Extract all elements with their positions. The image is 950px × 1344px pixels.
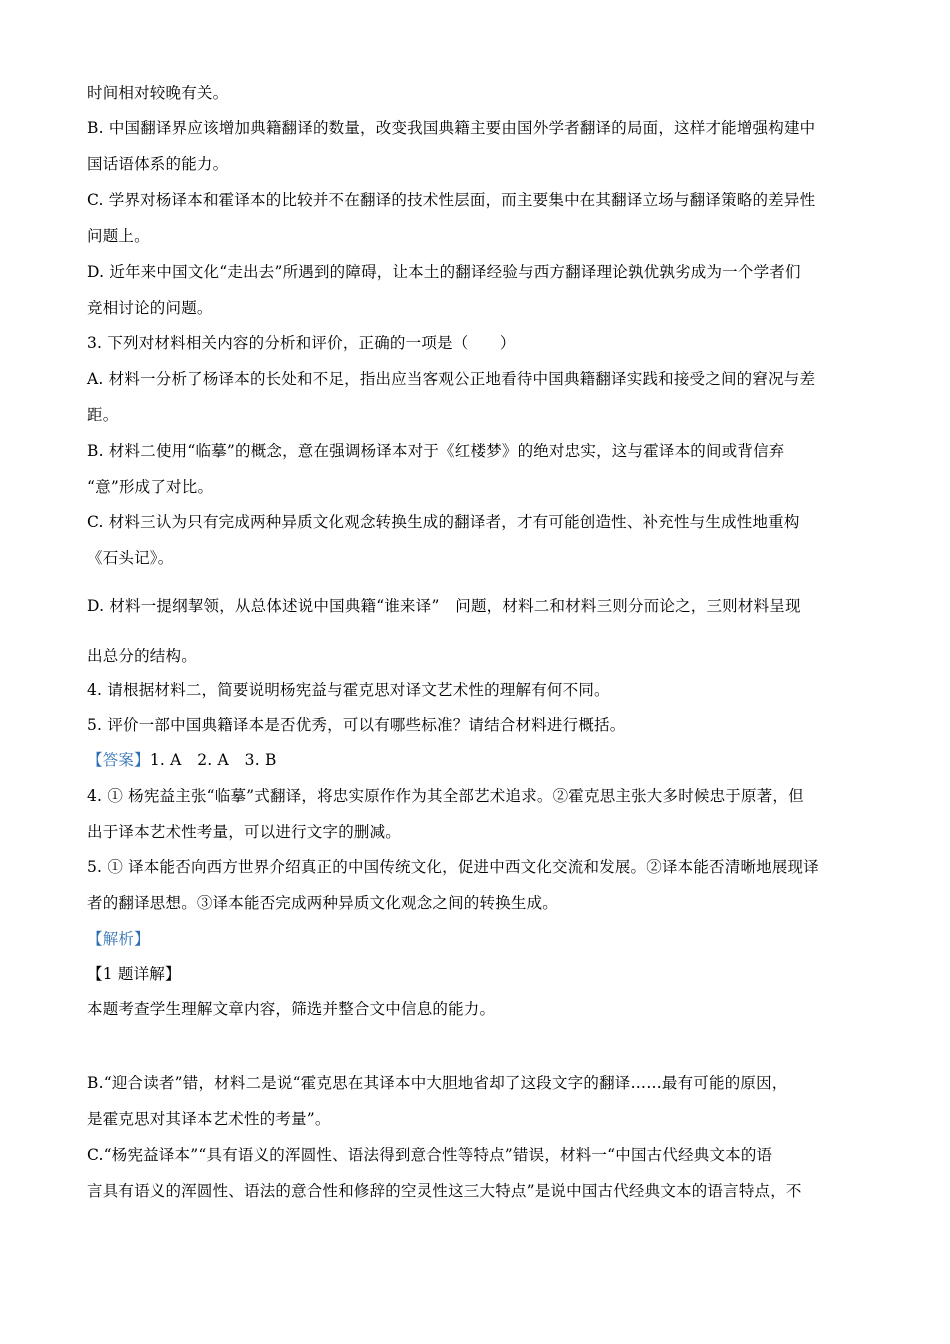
option-c: C. 材料三认为只有完成两种异质文化观念转换生成的翻译者，才有可能创造性、补充性与生成性地重构 <box>87 513 800 531</box>
text-line: B. 中国翻译界应该增加典籍翻译的数量，改变我国典籍主要由国外学者翻译的局面，这样才能增强构建中 <box>87 119 816 137</box>
answer-5: 5. ① 译本能否向西方世界介绍真正的中国传统文化，促进中西文化交流和发展。②译本能否清晰地展现译 <box>87 858 819 876</box>
text-line: 国话语体系的能力。 <box>87 155 229 173</box>
text-line: C.“杨宪益译本”“具有语义的浑圆性、语法得到意合性等特点”错误，材料一“中国古代经典文本的语 <box>87 1146 773 1164</box>
text-line: 本题考查学生理解文章内容，筛选并整合文中信息的能力。 <box>87 1000 496 1018</box>
text-line: B.“迎合读者”错，材料二是说“霍克思在其译本中大胆地省却了这段文字的翻译……最有可能的原因， <box>87 1074 788 1092</box>
text-line: 竞相讨论的问题。 <box>87 299 213 317</box>
text-line: 出总分的结构。 <box>87 647 197 665</box>
question-4: 4. 请根据材料二，简要说明杨宪益与霍克思对译文艺术性的理解有何不同。 <box>87 681 610 699</box>
question-5: 5. 评价一部中国典籍译本是否优秀，可以有哪些标准？请结合材料进行概括。 <box>87 716 626 734</box>
text-line: 距。 <box>87 406 119 424</box>
text-line: 《石头记》。 <box>87 549 174 567</box>
analysis-label: 【解析】 <box>87 930 150 948</box>
text-line: 是霍克思对其译本艺术性的考量”。 <box>87 1110 331 1128</box>
text-line: D. 近年来中国文化“走出去”所遇到的障碍，让本土的翻译经验与西方翻译理论孰优孰劣成为一个学者们 <box>87 263 801 281</box>
option-a: A. 材料一分析了杨译本的长处和不足，指出应当客观公正地看待中国典籍翻译实践和接受之间的窘况与差 <box>87 370 816 388</box>
option-b: B. 材料二使用“临摹”的概念，意在强调杨译本对于《红楼梦》的绝对忠实，这与霍译本的间或背信弃 <box>87 442 785 460</box>
answer-4: 4. ① 杨宪益主张“临摹”式翻译，将忠实原作作为其全部艺术追求。②霍克思主张大多时候忠于原著，但 <box>87 787 804 805</box>
text-line: 出于译本艺术性考量，可以进行文字的删减。 <box>87 823 402 841</box>
option-d: D. 材料一提纲挈领，从总体述说中国典籍“谁来译” 问题，材料二和材料三则分而论之，三则材料呈现 <box>87 597 801 615</box>
text-line: 时间相对较晚有关。 <box>87 84 229 102</box>
text-line: 问题上。 <box>87 227 150 245</box>
text-line: 者的翻译思想。③译本能否完成两种异质文化观念之间的转换生成。 <box>87 894 559 912</box>
text-line: C. 学界对杨译本和霍译本的比较并不在翻译的技术性层面，而主要集中在其翻译立场与翻译策略的差异性 <box>87 191 816 209</box>
question-3: 3. 下列对材料相关内容的分析和评价，正确的一项是（ ） <box>87 334 516 352</box>
text-line: 言具有语义的浑圆性、语法的意合性和修辞的空灵性这三大特点”是说中国古代经典文本的语言特点，不 <box>87 1182 802 1200</box>
answer-line <box>87 750 277 770</box>
text-line: “意”形成了对比。 <box>87 478 214 496</box>
answer-label: 【答案】 <box>87 751 150 769</box>
detail-heading: 【1 题详解】 <box>87 965 181 983</box>
answer-text: 1. A 2. A 3. B <box>149 751 277 769</box>
